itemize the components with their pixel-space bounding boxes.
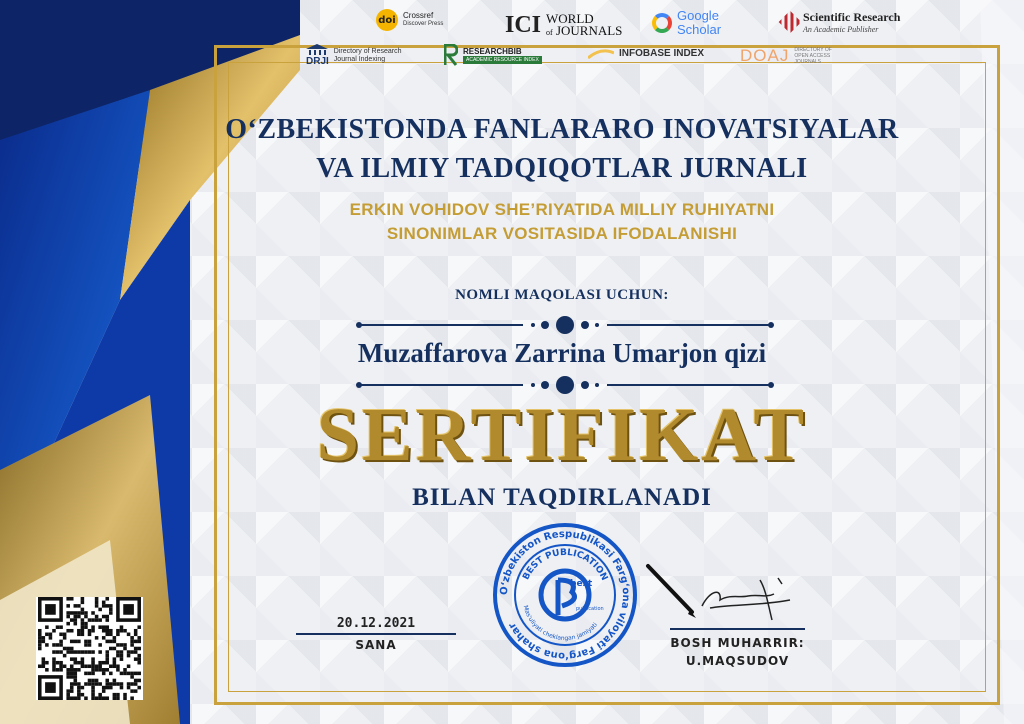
- infobase-label: INFOBASE INDEX: [619, 48, 705, 59]
- article-title-line1: ERKIN VOHIDOV SHE’RIYATIDA MILLIY RUHIYATNI: [349, 200, 775, 219]
- crossref-label: Crossref: [403, 11, 434, 20]
- journal-title-line2: VA ILMIY TADQIQOTLAR JURNALI: [316, 153, 808, 184]
- svg-text:BEST PUBLICATION: [521, 548, 609, 583]
- editor-block: [660, 634, 815, 670]
- doaj-logo: [740, 46, 846, 66]
- sr-title: Scientific Research: [803, 10, 901, 24]
- editor-underline: [670, 628, 805, 630]
- certificate-subtitle: BILAN TAQDIRLANADI: [412, 484, 712, 511]
- scholar-label: Scholar: [677, 22, 722, 37]
- google-g-icon: [652, 13, 672, 33]
- crossref-sub-label: Discover Press: [403, 21, 444, 27]
- seal-brand: best: [570, 579, 593, 589]
- scientific-research-icon: [779, 11, 802, 34]
- sr-sub: An Academic Publisher: [803, 25, 879, 34]
- iwj-of: of: [546, 27, 553, 37]
- article-caption: NOMLI MAQOLASI UCHUN:: [455, 287, 669, 303]
- editor-signature: [640, 560, 810, 630]
- doi-icon: [376, 9, 398, 31]
- scientific-research-logo: [782, 10, 900, 34]
- journal-title-line1: O‘ZBEKISTONDA FANLARARO INOVATSIYALAR: [225, 114, 899, 145]
- researchbib-label: RESEARCHBIB: [463, 46, 522, 56]
- google-scholar-logo: [652, 9, 721, 37]
- qr-code-icon[interactable]: [36, 597, 143, 700]
- drji-text: Directory of Research Journal Indexing: [333, 47, 402, 63]
- certificate-title: SERTIFIKAT: [316, 393, 808, 477]
- date-label: SANA: [355, 638, 397, 652]
- drji-building-icon: [306, 44, 328, 56]
- editor-name: U.MAQSUDOV: [685, 654, 790, 668]
- seal-brand-sub: publication: [576, 606, 604, 612]
- infobase-swoosh-icon: [588, 49, 614, 59]
- article-title-line2: SINONIMLAR VOSITASIDA IFODALANISHI: [386, 224, 738, 243]
- researchbib-logo: [444, 44, 542, 66]
- google-label: Google: [677, 8, 719, 23]
- publisher-seal: [490, 520, 640, 670]
- ornament-divider-top: [355, 314, 775, 336]
- seal-inner-text: BEST PUBLICATION: [521, 547, 610, 583]
- iwj-line2: JOURNALS: [555, 22, 623, 38]
- drji-mark: DRJI: [306, 56, 329, 67]
- doaj-mark: DOAJ: [740, 46, 790, 65]
- doaj-sub: DIRECTORY OF OPEN ACCESS JOURNALS: [794, 47, 832, 65]
- infobase-logo: [588, 48, 704, 59]
- researchbib-r-icon: [444, 44, 458, 66]
- iwj-line1: WORLD: [546, 10, 594, 26]
- iwj-logo: [505, 12, 622, 39]
- iwj-mark-icon: ICI: [505, 12, 542, 38]
- doi-crossref-logo: [376, 9, 443, 31]
- drji-logo: [306, 44, 404, 67]
- doi-label: doi: [378, 14, 396, 26]
- seal-lower-text: Mas'uliyati cheklangan jamiyati: [521, 604, 599, 643]
- date-underline: [296, 633, 456, 635]
- seal-outer-text: O‘zbekiston Respublikasi Farg‘ona viloyati Farg‘ona shahar: [498, 528, 632, 662]
- researchbib-sub: ACADEMIC RESOURCE INDEX: [463, 56, 542, 64]
- editor-label: BOSH MUHARRIR:: [670, 636, 805, 650]
- date-value: 20.12.2021: [336, 616, 416, 631]
- recipient-name: Muzaffarova Zarrina Umarjon qizi: [357, 338, 767, 368]
